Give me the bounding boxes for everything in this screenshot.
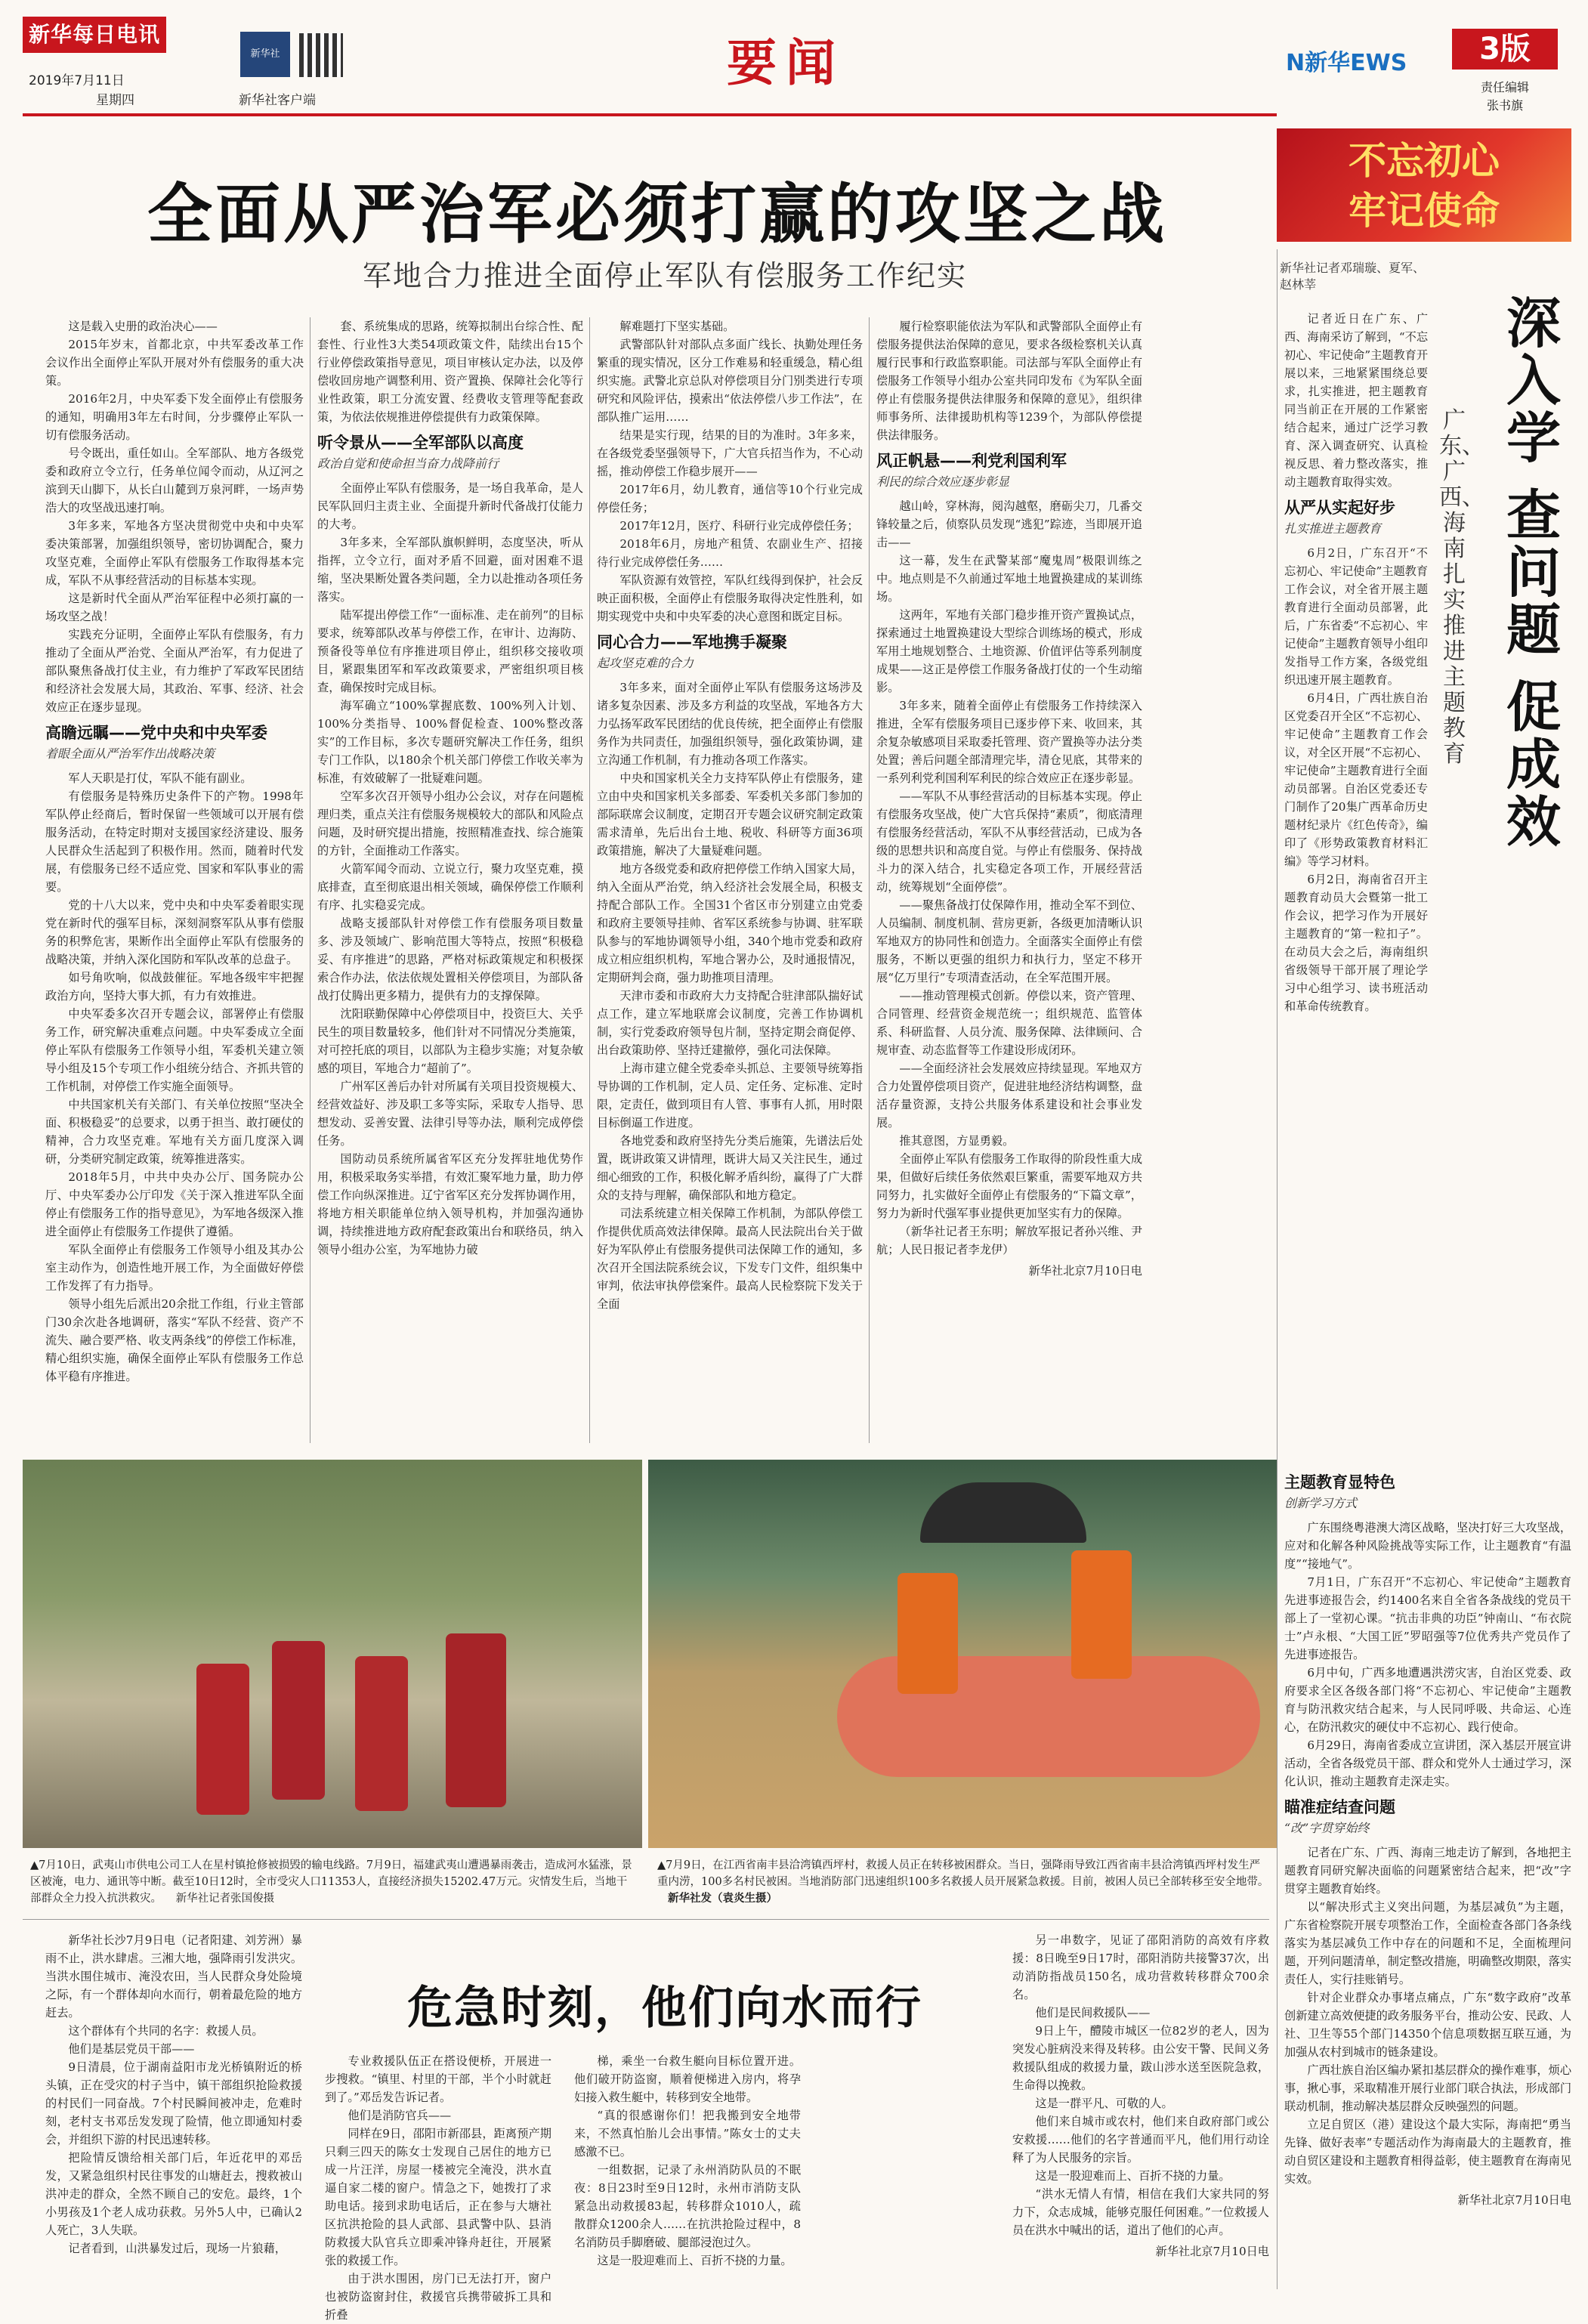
section-subheading: 起攻坚克难的合力 — [597, 656, 694, 670]
paragraph: 推其意图，方显勇毅。 — [899, 1134, 1015, 1148]
paragraph: 9日清晨，位于湖南益阳市龙光桥镇附近的桥头镇，正在受灾的村子当中，镇干部组织抢险救援的村民们一同奋战。7个村民瞬间被冲走，危难时刻，老村支书邓岳发发现了险情，他立即通知村委会，并组织下游的村民迅速转移。 — [45, 2060, 302, 2146]
caption-credit: 新华社记者张国俊摄 — [175, 1893, 275, 1905]
paragraph: 解难题打下坚实基础。 — [619, 320, 735, 333]
paragraph: 司法系统建立相关保障工作机制，为部队停偿工作提供优质高效法律保障。最高人民法院出台关于做好为军队停止有偿服务提供司法保障工作的通知，多次召开全国法院系统会议，下发专门文件，组织集中审判，依法审执停偿案件。最高人民检察院下发关于全面 — [597, 1207, 863, 1311]
paragraph: 全面停止军队有偿服务，是一场自我革命，是人民军队回归主责主业、全面提升新时代备战打仗能力的大考。 — [317, 481, 583, 531]
paragraph: 沈阳联勤保障中心停偿项目中，投资巨大、关乎民生的项目数量较多，他们针对不同情况分类施策，对可控托底的项目，以部队为主稳步实施；对复杂敏感的项目，军地合力“超前了”。 — [317, 1007, 583, 1075]
paragraph: 天津市委和市政府大力支持配合驻津部队揣好试点工作，建立军地联席会议制度，完善工作协调机制，实行党委政府领导包片制，坚持定期会商促停、出台政策助停、坚持迁建撤停，强化司法保障。 — [597, 989, 863, 1057]
paragraph: 记者在广东、广西、海南三地走访了解到，各地把主题教育同研究解决面临的问题紧密结合起来，把“改”字贯穿主题教育始终。 — [1284, 1846, 1571, 1896]
rule — [869, 317, 870, 1443]
paragraph: ——军队不从事经营活动的目标基本实现。停止有偿服务攻坚战，使广大官兵保持“素质”，彻底清理有偿服务经营活动，军队不从事经营活动，已成为各级的思想共识和高度自觉。与停止有偿服务、保持战斗力的深入结合，扎实稳定各项工作，开展经营活动，统筹规划“全面停偿”。 — [876, 790, 1142, 894]
section-heading: 从严从实起好步 — [1284, 499, 1395, 517]
caption-text: ▲7月10日，武夷山市供电公司工人在星村镇抢修被损毁的输电线路。7月9日，福建武夷山遭遇暴雨袭击，造成河水猛涨，景区被淹，电力、通讯等中断。截至10日12时，全市受灾人口11353人，直接经济损失15202.47万元。灾情发生后，当地干部群众全力投入抗洪救灾。 — [30, 1859, 632, 1905]
paragraph: 2015年岁末，首都北京，中共军委改革工作会议作出全面停止军队开展对外有偿服务的重大决策。 — [45, 338, 304, 388]
banner-line2: 牢记使命 — [1349, 188, 1500, 233]
section-heading: 高瞻远瞩——党中央和中央军委 — [45, 724, 267, 742]
paragraph: 他们是民间救援队—— — [1035, 2006, 1151, 2020]
paragraph: 这是一股迎难而上、百折不挠的力量。 — [1035, 2169, 1231, 2183]
paragraph: 3年多来，随着全面停止有偿服务工作持续深入推进，全军有偿服务项目已逐步停下来、收回来，其余复杂敏感项目采取委托管理、资产置换等办法分类处置；善后问题全部清理完毕，清仓见底，其带来的一系列利党利国利军利民的综合效应正在逐步彰显。 — [876, 699, 1142, 785]
right-subheadline: 广东、广西、海南扎实推进主题教育 — [1439, 407, 1485, 768]
headline-char: 学 — [1506, 406, 1561, 470]
headline-char: 深 — [1506, 292, 1561, 355]
paragraph: 新华社北京7月10日电 — [1028, 1264, 1142, 1278]
paragraph: 广州军区善后办针对所属有关项目投资规模大、经营效益好、涉及职工多等实际，采取专人指导、思想发动、妥善安置、法律引导等办法，顺利完成停偿任务。 — [317, 1080, 583, 1148]
masthead-divider — [23, 113, 1277, 116]
paragraph: 领导小组先后派出20余批工作组，行业主管部门30余次赴各地调研，落实“军队不经营、资产不流失、融合要严格、收支两条线”的停偿工作标准，精心组织实施，确保全面停止军队有偿服务工作总体平稳有序推进。 — [45, 1297, 304, 1383]
paragraph: 3年多来，全军部队旗帜鲜明，态度坚决，听从指挥，立令立行，面对矛盾不回避，面对困难不退缩，坚决果断处置各类问题，全力以赴推动各项任务落实。 — [317, 536, 583, 604]
lead-col-2 — [317, 317, 583, 1447]
rule — [589, 317, 590, 1443]
paragraph: 结果是实行现，结果的目的为准时。3年多来，在各级党委坚强领导下，广大官兵招当作为，不心动摇，推动停偿工作稳步展开—— — [597, 428, 863, 478]
paragraph: 军队全面停止有偿服务工作领导小组及其办公室主动作为，创造性地开展工作，为全面做好停偿工作发挥了有力指导。 — [45, 1243, 304, 1293]
headline-char: 题 — [1506, 598, 1561, 662]
paragraph: 火箭军闻令而动、立说立行，聚力攻坚克难，摸底排查，直至彻底退出相关领域，确保停偿工作顺利有序、扎实稳妥完成。 — [317, 862, 583, 912]
paragraph: 他们是消防官兵—— — [348, 2109, 452, 2122]
section-subheading: 创新学习方式 — [1284, 1496, 1358, 1510]
rescue-headline: 危急时刻，他们向水而行 — [407, 1982, 922, 2035]
rule — [23, 1919, 1269, 1920]
paragraph: 2018年6月，房地产租赁、农副业生产、招接待行业完成停偿任务…… — [597, 537, 863, 569]
section-heading: 瞄准症结查问题 — [1284, 1798, 1395, 1816]
paragraph: 广东围绕粤港澳大湾区战略，坚决打好三大攻坚战，应对和化解各种风险挑战等实际工作，让主题教育“有温度”“接地气”。 — [1284, 1521, 1571, 1571]
caption-text: ▲7月9日，在江西省南丰县洽湾镇西坪村，救援人员正在转移被困群众。当日，强降雨导致江西省南丰县洽湾镇西坪村发生严重内涝，100多名村民被困。当地消防部门迅速组织100多名救援人员开展紧急救援。目前，被困人员已全部转移至安全地带。 — [657, 1859, 1269, 1888]
section-subheading: “改”字贯穿始终 — [1284, 1821, 1370, 1835]
editor-name: 张书旗 — [1486, 98, 1523, 113]
paragraph: 有偿服务是特殊历史条件下的产物。1998年军队停止经商后，暂时保留一些领域可以开展有偿服务活动，在特定时期对支援国家经济建设、服务人民群众生活起到了积极作用。然而，随着时代发展，有偿服务已经不适应党、国家和军队事业的需要。 — [45, 790, 304, 894]
paragraph: 2016年2月，中央军委下发全面停止有偿服务的通知，明确用3年左右时间，分步骤停止军队一切有偿服务活动。 — [45, 392, 304, 442]
news-logo: N新华EWS — [1286, 50, 1407, 76]
section-heading: 同心合力——军地携手凝聚 — [597, 633, 787, 651]
paragraph: 另一串数字，见证了邵阳消防的高效有序救援：8日晚至9日17时，邵阳消防共接警37次，出动消防指战员150名，成功营救转移群众700余名。 — [1012, 1933, 1269, 2001]
paragraph: 新华社北京7月10日电 — [1457, 2193, 1571, 2207]
paragraph: 这是一群平凡、可敬的人。 — [1035, 2097, 1173, 2110]
paragraph: 武警部队针对部队点多面广线长、执勤处理任务繁重的现实情况，区分工作难易和轻重缓急，精心组织实施。武警北京总队对停偿项目分门别类进行专项研究和风险评估，摸索出“依法停偿八步工作法”，在部队推广运用…… — [597, 338, 863, 424]
paragraph: 履行检察职能依法为军队和武警部队全面停止有偿服务提供法治保障的意见，要求各级检察机关认真履行民事和行政监察职能。司法部与军队全面停止有偿服务工作领导小组办公室共同印发布《为军队全面停止有偿服务提供法律服务和保障的意见》，组织律师事务所、法律援助机构等1239个，为部队停偿提供法律服务。 — [876, 320, 1142, 442]
paragraph: 针对企业群众办事堵点痛点，广东“数字政府”改革创新建立高效便捷的政务服务平台，推动公安、民政、人社、卫生等55个部门14350个信息项数据互联互通，为加强从农村到城市的链条建设。 — [1284, 1991, 1571, 2059]
paragraph: 广西壮族自治区编办紧扣基层群众的操作难事，烦心事，揪心事，采取精准开展行业部门联合执法，形成部门联动机制，推动解决基层群众反映强烈的问题。 — [1284, 2063, 1571, 2113]
issue-date — [29, 71, 134, 110]
headline-char: 促 — [1506, 675, 1561, 739]
lead-subheadline: 军地合力推进全面停止军队有偿服务工作纪实 — [362, 259, 967, 292]
paragraph: 6月2日，海南省召开主题教育动员大会暨第一批工作会议，把学习作为开展好主题教育的“第一粒扣子”。在动员大会之后，海南组织省级领导干部开展了理论学习中心组学习、读书班活动和革命传统教育。 — [1284, 873, 1428, 1013]
paragraph: 这是一股迎难而上、百折不挠的力量。 — [597, 2254, 792, 2267]
paragraph: 地方各级党委和政府把停偿工作纳入国家大局，纳入全面从严治党，纳入经济社会发展全局，积极支持配合部队工作。全国31个省区市分别建立由党委和政府主要领导挂帅、省军区系统参与协调、驻军联队参与的军地协调领导小组，340个地市党委和政府成立相应组织机构，军地合署办公，及时通报情况，定期研判会商，强力助推项目清理。 — [597, 862, 863, 984]
right-headline — [1500, 292, 1568, 854]
lead-headline: 全面从严治军必须打赢的攻坚之战 — [147, 177, 1167, 252]
paragraph: 以“解决形式主义突出问题，为基层减负”为主题，广东省检察院开展专项整治工作，全面检查各部门各条线落实为基层减负工作中存在的问题和不足，全面梳理问题，开列问题清单，制定整改措施，明确整改期限，落实责任人，实行挂账销号。 — [1284, 1900, 1571, 1986]
paragraph: 这是新时代全面从严治军征程中必须打赢的一场攻坚之战！ — [45, 592, 304, 623]
paragraph: 国防动员系统所属省军区充分发挥驻地优势作用，积极采取务实举措，有效汇聚军地力量，助力停偿工作向纵深推进。辽宁省军区充分发挥协调作用，将地方相关职能单位纳入领导机构，并加强沟通协调，持续推进地方政府配套政策出台和联络员，纳入领导小组办公室，为军地协力破 — [317, 1152, 583, 1256]
section-heading: 风正帆悬——利党利国利军 — [876, 452, 1067, 470]
paragraph: 各地党委和政府坚持先分类后施策，先谱法后处置，既讲政策又讲情理，既讲大局又关注民生，通过细心细致的工作，积极化解矛盾纠纷，赢得了广大群众的支持与理解，确保部队和地方稳定。 — [597, 1134, 863, 1202]
headline-char: 问 — [1506, 541, 1561, 604]
section-subheading: 着眼全面从严治军作出战略决策 — [45, 746, 215, 761]
photo1-caption — [30, 1857, 635, 1907]
paragraph: 实践充分证明，全面停止军队有偿服务，有力推动了全面从严治党、全面从严治军，有力促进了部队聚焦备战打仗主业，有力维护了军政军民团结和经济社会发展大局，其政治、军事、经济、社会效应正在逐步显现。 — [45, 628, 304, 714]
paragraph: ——聚焦备战打仗保障作用，推动全军不到位、人员编制、制度机制、营房更新，各级更加清晰认识军地双方的协同性和创造力。全面落实全面停止有偿服务，不断以更强的组织力和执行力，坚定不移开展“亿万里行”专项清查活动，在全军范围开展。 — [876, 898, 1142, 984]
paragraph: 6月4日，广西壮族自治区党委召开全区“不忘初心、牢记使命”主题教育工作会议，对全区开展“不忘初心、牢记使命”主题教育进行全面动员部署。自治区党委还专门制作了20集广西革命历史题材纪录片《红色传奇》，编印了《形势政策教育材料汇编》等学习材料。 — [1284, 691, 1429, 868]
paragraph: 把险情反馈给相关部门后，年近花甲的邓岳发，又紧急组织村民往事发的山塘赶去，搜救被山洪冲走的群众，全然不顾自己的安危。最终，1个小男孩及1个老人成功获救。另外5人中，已确认2人死亡，3人失联。 — [45, 2151, 302, 2237]
section-title: 要闻 — [727, 34, 845, 92]
paragraph: 如号角吹响，似战鼓催征。军地各级牢牢把握政治方向，坚持大事大抓，有力有效推进。 — [45, 971, 304, 1003]
paragraph: 上海市建立健全党委牵头抓总、主要领导统筹指导协调的工作机制，定人员、定任务、定标准、定时限，定责任，做到项目有人管、事事有人抓，用时限目标倒逼工作进度。 — [597, 1062, 863, 1130]
paragraph: 9日上午，醴陵市城区一位82岁的老人，因为突发心脏病没来得及转移。由公安干警、民间义务救援队组成的救援力量，跋山涉水送至医院急救，生命得以挽救。 — [1012, 2024, 1269, 2092]
rescue-col-2 — [325, 2052, 551, 2322]
paragraph: 全面停止军队有偿服务工作取得的阶段性重大成果，但做好后续任务依然艰巨繁重，需要军地双方共同努力，扎实做好全面停止有偿服务的“下篇文章”，努力为新时代强军事业提供更加坚实有力的保障。 — [876, 1152, 1142, 1220]
worker-figure — [272, 1641, 325, 1800]
photo-power-repair — [23, 1460, 642, 1848]
rule — [1277, 249, 1278, 2289]
paragraph: 军队资源有效管控，军队红线得到保护，社会反映正面积极，全面停止有偿服务取得决定性胜利，如期实现党中央和中央军委的决心意图和既定目标。 — [597, 573, 863, 623]
paragraph: 党的十八大以来，党中央和中央军委着眼实现党在新时代的强军目标，深刻洞察军队从事有偿服务的积弊危害，果断作出全面停止军队有偿服务的战略决策，并纳入深化国防和军队改革的总盘子。 — [45, 898, 304, 966]
paragraph: 海军确立“100%掌握底数、100%列入计划、100%分类指导、100%督促检查、100%整改落实”的工作目标，多次专题研究解决工作任务，组织专门工作队，以180余个机关部门停偿工作收关率为标准，有效破解了一批疑难问题。 — [317, 699, 583, 785]
caption-credit: 新华社发（袁炎生摄） — [668, 1892, 777, 1905]
headline-char: 入 — [1506, 349, 1561, 413]
section-heading: 主题教育显特色 — [1284, 1473, 1395, 1491]
paragraph: 新华社长沙7月9日电（记者阳建、刘芳洲）暴雨不止，洪水肆虐。三湘大地，强降雨引发洪灾。当洪水围住城市、淹没农田，当人民群众身处险境之际，有一个群体却向水而行，朝着最危险的地方赶去。 — [45, 1933, 302, 2020]
paragraph: ——全面经济社会发展效应持续显现。军地双方合力处置停偿项目资产，促进驻地经济结构调整，盘活存量资源，支持公共服务体系建设和社会事业发展。 — [876, 1062, 1142, 1130]
paragraph: 7月1日，广东召开“不忘初心、牢记使命”主题教育先进事迹报告会，约1400名来自全省各条战线的党员干部上了一堂初心课。“抗击非典的功臣”钟南山、“布衣院士”卢永根、“大国工匠”罗昭强等7位优秀共产党员作了先进事迹报告。 — [1284, 1575, 1571, 1661]
worker-figure — [196, 1664, 249, 1815]
headline-char: 效 — [1506, 790, 1561, 854]
paragraph: 2017年12月，医疗、科研行业完成停偿任务； — [619, 519, 859, 533]
campaign-banner — [1277, 128, 1571, 242]
paragraph: 同样在9日，邵阳市新邵县，距离预产期只剩三四天的陈女士发现自己居住的地方已成一片汪洋，房屋一楼被完全淹没，洪水直逼自家二楼的窗户。情急之下，她拨打了求助电话。接到求助电话后，正在参与大塘社区抗洪抢险的县人武部、县武警中队、县消防救援大队官兵立即乘冲锋舟赶往，开展紧张的救援工作。 — [325, 2127, 551, 2267]
rescuer-figure — [1071, 1550, 1132, 1679]
photo2-caption — [657, 1857, 1269, 1907]
paragraph: 他们是基层党员干部—— — [68, 2042, 195, 2056]
xinhua-logo: 新华社 — [240, 32, 290, 77]
headline-char: 成 — [1506, 733, 1561, 796]
paragraph: 中央军委多次召开专题会议，部署停止有偿服务工作，研究解决重难点问题。中央军委成立全面停止军队有偿服务工作领导小组，军委机关建立领导小组及15个专项工作小组统分结合、齐抓共管的工作机制，对停偿工作实施全面领导。 — [45, 1007, 304, 1093]
section-subheading: 政治自觉和使命担当奋力战降前行 — [317, 456, 499, 471]
banner-line1: 不忘初心 — [1349, 138, 1500, 183]
qr-code-icon[interactable] — [299, 33, 343, 77]
paragraph: 战略支援部队针对停偿工作有偿服务项目数量多、涉及领域广、影响范围大等特点，按照“积极稳妥、有序推进”的思路，严格对标政策规定和积极探索合作办法，依法依规处置相关停偿项目，为部队备战打仗腾出更多精力，提供有力的支撑保障。 — [317, 916, 583, 1003]
client-label: 新华社客户端 — [239, 93, 316, 108]
paragraph: 一组数据，记录了永州消防队员的不眠夜：8日23时至9日12时，永州市消防支队紧急出动救援83起，转移群众1010人，疏散群众1200余人……在抗洪抢险过程中，8名消防员手脚磨破、腿部浸泡过久。 — [574, 2163, 801, 2249]
section-subheading: 利民的综合效应逐步彰显 — [876, 474, 1010, 489]
rescue-col-1 — [45, 1931, 302, 2291]
paragraph: 6月2日，广东召开“不忘初心、牢记使命”主题教育工作会议，对全省开展主题教育进行全面动员部署，此后，广东省委“不忘初心、牢记使命”主题教育领导小组印发指导工作方案，各级党组织迅速开展主题教育。 — [1284, 546, 1429, 687]
paragraph: 由于洪水围困，房门已无法打开，窗户也被防盗窗封住，救援官兵携带破拆工具和折叠 — [325, 2272, 551, 2322]
paragraph: 这两年，军地有关部门稳步推开资产置换试点，探索通过土地置换建设大型综合训练场的模式，形成军用土地规划整合、土地资源、价值评估等系列制度成果——这正是停偿工作服务备战打仗的一个生动缩影。 — [876, 608, 1142, 694]
photo-flood-rescue — [648, 1460, 1277, 1848]
section-heading: 听令景从——全军部队以高度 — [317, 434, 524, 452]
rescue-col-4 — [1012, 1931, 1269, 2291]
lead-col-4 — [876, 317, 1142, 1447]
paragraph: 军人天职是打仗，军队不能有副业。 — [68, 771, 252, 785]
umbrella-shape — [920, 1482, 1086, 1543]
rescuer-figure — [897, 1573, 958, 1694]
paragraph: 专业救援队伍正在搭设便桥，开展进一步搜救。“镇里、村里的干部，半个小时就赶到了。”邓岳发告诉记者。 — [325, 2054, 551, 2104]
weekday-line: 星期四 — [96, 93, 134, 108]
worker-figure — [355, 1656, 408, 1811]
section-subheading: 扎实推进主题教育 — [1284, 521, 1382, 536]
paragraph: 2018年5月，中共中央办公厅、国务院办公厅、中央军委办公厅印发《关于深入推进军队全面停止有偿服务工作的指导意见》，为军地各级深入推进全面停止有偿服务工作提供了遵循。 — [45, 1170, 304, 1238]
editor-credit — [1460, 79, 1550, 115]
paragraph: 6月中旬，广西多地遭遇洪涝灾害，自治区党委、政府要求全区各级各部门将“不忘初心、牢记使命”主题教育与防汛救灾结合起来，与人民同呼吸、共命运、心连心，在防汛救灾的硬仗中不忘初心、践行使命。 — [1284, 1666, 1571, 1734]
paragraph: 记者近日在广东、广西、海南采访了解到，“不忘初心、牢记使命”主题教育开展以来，三地紧紧围绕总要求，扎实推进，把主题教育同当前正在开展的工作紧密结合起来，通过广泛学习教育、深入调查研究、认真检视反思、着力整改落实，推动主题教育取得实效。 — [1284, 312, 1429, 489]
right-byline: 新华社记者邓瑞璇、夏军、赵林莘 — [1280, 261, 1426, 292]
page-number: 3版 — [1452, 29, 1558, 70]
paragraph: 2017年6月，幼儿教育，通信等10个行业完成停偿任务； — [597, 483, 863, 515]
headline-char: 查 — [1506, 484, 1561, 547]
paragraph: 这是载入史册的政治决心—— — [68, 320, 218, 333]
paragraph: 新华社北京7月10日电 — [1155, 2245, 1269, 2258]
date-line: 2019年7月11日 — [29, 73, 125, 88]
paragraph: 3年多来，军地各方坚决贯彻党中央和中央军委决策部署，加强组织领导，密切协调配合，聚力攻坚克难，全面停止军队有偿服务工作取得基本完成，军队不从事经营活动的目标基本实现。 — [45, 519, 304, 587]
editor-label: 责任编辑 — [1480, 80, 1529, 94]
paragraph: 3年多来，面对全面停止军队有偿服务这场涉及诸多复杂因素、涉及多方利益的攻坚战，军地各方大力弘扬军政军民团结的优良传统，把全面停止有偿服务作为共同责任，加强组织领导，强化政策协调，建立沟通工作机制，有力推动各项工作落实。 — [597, 681, 863, 767]
paragraph: 号令既出，重任如山。全军部队、地方各级党委和政府立令立行，任务单位闻令而动，从辽河之滨到天山脚下，从长白山麓到万泉河畔，一场声势浩大的攻坚战迅速打响。 — [45, 447, 304, 515]
paragraph: 这个群体有个共同的名字：救援人员。 — [68, 2024, 264, 2038]
paragraph: 陆军提出停偿工作“一面标准、走在前列”的目标要求，统筹部队改革与停偿工作，在审计、边海防、预备役等单位有序推进项目停止，组织移交接收项目，紧跟集团军和军改政策要求，严密组织项目核查，确保按时完成目标。 — [317, 608, 583, 694]
paragraph: 梯，乘坐一台救生艇向目标位置开进。他们破开防盗窗，顺着便梯进入房内，将孕妇接入救生艇中，转移到安全地带。 — [574, 2054, 801, 2104]
masthead-brand: 新华每日电讯 — [23, 17, 166, 53]
rescue-col-3 — [574, 2052, 801, 2291]
paragraph: ——推动管理模式创新。停偿以来，资产管理、合同管理、经营资金规范统一；组织规范、监管体系、科研监督、人员分流、服务保障、法律顾问、合规审查、动态监督等工作建设形成闭环。 — [876, 989, 1142, 1057]
paragraph: 套、系统集成的思路，统筹拟制出台综合性、配套性、行业性3大类54项政策文件，陆续出台15个行业停偿政策指导意见，项目审核认定办法，以及停偿收回房地产调整利用、资产置换、保障社会化等行业性政策，职工分流安置、经费收支管理等配套政策，为依法依规推进停偿提供有力政策保障。 — [317, 320, 583, 424]
paragraph: 立足自贸区（港）建设这个最大实际，海南把“勇当先锋、做好表率”专题活动作为海南最大的主题教育，推动自贸区建设和主题教育相得益彰，使主题教育在海南见实效。 — [1284, 2118, 1571, 2186]
paragraph: “洪水无情人有情，相信在我们大家共同的努力下，众志成城，能够克服任何困难。”一位救援人员在洪水中喊出的话，道出了他们的心声。 — [1012, 2187, 1269, 2237]
paragraph: 空军多次召开领导小组办公会议，对存在问题梳理归类，重点关注有偿服务规模较大的部队和风险点问题，及时研究提出措施，按照精准查找、综合施策的方针，全面推动工作落实。 — [317, 790, 583, 858]
paragraph: 他们来自城市或农村，他们来自政府部门或公安救援……他们的名字普通而平凡，他们用行动诠释了为人民服务的宗旨。 — [1012, 2115, 1269, 2165]
paragraph: 6月29日，海南省委成立宣讲团，深入基层开展宣讲活动，全省各级党员干部、群众和党外人士通过学习，深化认识，推动主题教育走深走实。 — [1284, 1738, 1571, 1788]
worker-figure — [446, 1633, 506, 1807]
right-col-bottom — [1284, 1466, 1571, 2282]
lead-col-1 — [45, 317, 304, 1447]
paragraph: 记者看到，山洪暴发过后，现场一片狼藉， — [68, 2242, 286, 2255]
paragraph: （新华社记者王东明；解放军报记者孙兴维、尹航；人民日报记者李龙伊） — [876, 1225, 1142, 1256]
paragraph: 越山岭，穿林海，阅沟越壑，磨砺尖刀，几番交锋较量之后，侦察队员发现“逃犯”踪迹，当即展开追击—— — [876, 499, 1142, 549]
paragraph: 中央和国家机关全力支持军队停止有偿服务，建立由中央和国家机关多部委、军委机关多部门参加的部际联席会议制度，定期召开专题会议研究制定政策需求清单，先后出台土地、税收、科研等方面36项政策措施，解决了大量疑难问题。 — [597, 771, 863, 858]
paragraph: 这一幕，发生在武警某部“魔鬼周”极限训练之中。地点则是不久前通过军地土地置换建成的某训练场。 — [876, 554, 1142, 604]
paragraph: 中共国家机关有关部门、有关单位按照“坚决全面、积极稳妥”的总要求，以勇于担当、敢打硬仗的精神，合力攻坚克难。军地有关方面几度深入调研，分类研究制定政策，统筹推进落实。 — [45, 1098, 304, 1166]
paragraph: “真的很感谢你们！把我搬到安全地带来，不然真怕胎儿会出事情。”陈女士的丈夫感激不已。 — [574, 2109, 801, 2159]
lead-col-3 — [597, 317, 863, 1447]
right-col-top — [1284, 310, 1428, 1458]
